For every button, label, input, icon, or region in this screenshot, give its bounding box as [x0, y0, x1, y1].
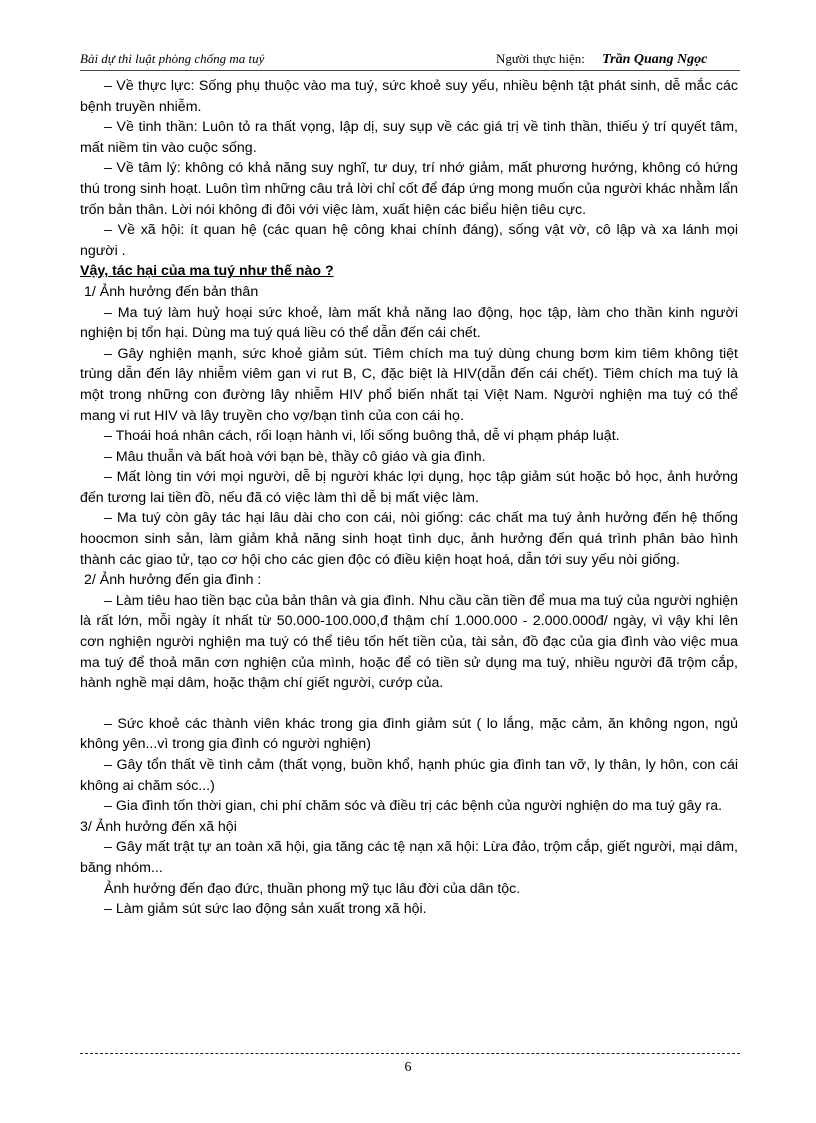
list-item: – Ma tuý còn gây tác hại lâu dài cho con cái, nòi giống: các chất ma tuý ảnh hưởng đến hệ thống hoocmon sinh sản, làm giảm khả năng sinh hoạt tình dục, ảnh hưởng đến quá trình phân bào hình thành các giao tử, tạo cơ hội cho các gien độc có điều kiện hoạt hoá, dẫn tới suy yếu nòi giống.	[80, 510, 738, 568]
list-item: – Sức khoẻ các thành viên khác trong gia đình giảm sút ( lo lắng, mặc cảm, ăn không ngon, ngủ không yên...vì trong gia đình có người nghiện)	[80, 715, 738, 753]
list-item: – Gây tổn thất về tình cảm (thất vọng, buồn khổ, hạnh phúc gia đình tan vỡ, ly thân, ly hôn, con cái không ai chăm sóc...)	[80, 757, 738, 794]
section-heading: 3/ Ảnh hưởng đến xã hội	[80, 818, 237, 835]
blank-line	[80, 694, 738, 714]
paragraph: – Về thực lực: Sống phụ thuộc vào ma tuý, sức khoẻ suy yếu, nhiều bệnh tật phát sinh, dễ mắc các bệnh truyền nhiễm.	[80, 78, 738, 115]
section-title: Vậy, tác hại của ma tuý như thế nào ?	[80, 263, 334, 280]
header-author-label: Người thực hiện:	[496, 51, 585, 66]
list-item: – Mâu thuẫn và bất hoà với bạn bè, thầy cô giáo và gia đình.	[104, 448, 486, 465]
header-title: Bài dự thi luật phòng chống ma tuý	[80, 51, 265, 66]
page-number: 6	[404, 1060, 412, 1075]
header-author-name: Trần Quang Ngọc	[602, 52, 708, 67]
list-item: – Ma tuý làm huỷ hoại sức khoẻ, làm mất khả năng lao động, học tập, làm cho thần kinh người nghiện bị tổn hại. Dùng ma tuý quá liều có thể dẫn đến cái chết.	[80, 304, 738, 342]
document-body	[80, 76, 738, 920]
list-item: – Gây nghiện mạnh, sức khoẻ giảm sút. Tiêm chích ma tuý dùng chung bơm kim tiêm không tiệt trùng dẫn đến lây nhiễm viêm gan vi rut B, C, đặc biệt là HIV(dẫn đến cái chết). Tiêm chích ma tuý là một trong những con đường lây nhiễm HIV phổ biến nhất tại Việt Nam. Người nghiện ma tuý có thể mang vi rut HIV và lây truyền cho vợ/bạn tình của con cái họ.	[80, 345, 738, 424]
list-item: – Thoái hoá nhân cách, rối loạn hành vi, lối sống buông thả, dễ vi phạm pháp luật.	[104, 428, 620, 445]
paragraph: – Về xã hội: ít quan hệ (các quan hệ công khai chính đáng), sống vật vờ, cô lập và xa lánh mọi người .	[80, 222, 738, 259]
list-item: Ảnh hưởng đến đạo đức, thuần phong mỹ tục lâu đời của dân tộc.	[104, 880, 521, 897]
paragraph: – Về tinh thần: Luôn tỏ ra thất vọng, lập dị, suy sụp về các giá trị về tinh thần, thiếu ý trí quyết tâm, mất niềm tin vào cuộc sống.	[80, 119, 738, 156]
footer-divider	[80, 1053, 740, 1054]
list-item: – Làm giảm sút sức lao động sản xuất trong xã hội.	[104, 901, 427, 918]
list-item: – Gia đình tốn thời gian, chi phí chăm sóc và điều trị các bệnh của người nghiện do ma tuý gây ra.	[104, 798, 723, 815]
list-item: – Làm tiêu hao tiền bạc của bản thân và gia đình. Nhu cầu cần tiền để mua ma tuý của người nghiện là rất lớn, mỗi ngày ít nhất từ 50.000-100.000,đ thậm chí 1.000.000 - 2.000.000đ/ ngày, vì vậy khi lên cơn nghiện người nghiện ma tuý có thể tiêu tốn hết tiền của, tài sản, đồ đạc của gia đình vào việc mua ma tuý để thoả mãn cơn nghiện của mình, hoặc để có tiền sử dụng ma tuý, nhiều người đã trộm cắp, hành nghề mại dâm, hoặc thậm chí giết người, cướp của.	[80, 592, 739, 692]
page-header	[80, 50, 740, 71]
section-heading: 2/ Ảnh hưởng đến gia đình :	[84, 572, 262, 589]
header-author-block	[496, 51, 707, 68]
paragraph: – Về tâm lý: không có khả năng suy nghĩ, tư duy, trí nhớ giảm, mất phương hướng, không có hứng thú trong sinh hoạt. Luôn tìm những câu trả lời chỉ cốt để đáp ứng mong muốn của người khác nhằm lẩn trốn bản thân. Lời nói không đi đôi với việc làm, xuất hiện các biểu hiện tiêu cực.	[80, 160, 738, 218]
list-item: – Gây mất trật tự an toàn xã hội, gia tăng các tệ nạn xã hội: Lừa đảo, trộm cắp, giết người, mại dâm, băng nhóm...	[80, 839, 738, 876]
list-item: – Mất lòng tin với mọi người, dễ bị người khác lợi dụng, học tập giảm sút hoặc bỏ học, ảnh hưởng đến tương lai tiền đồ, nếu đã có việc làm thì dễ bị mất việc làm.	[80, 469, 738, 506]
section-heading: 1/ Ảnh hưởng đến bản thân	[84, 283, 259, 300]
